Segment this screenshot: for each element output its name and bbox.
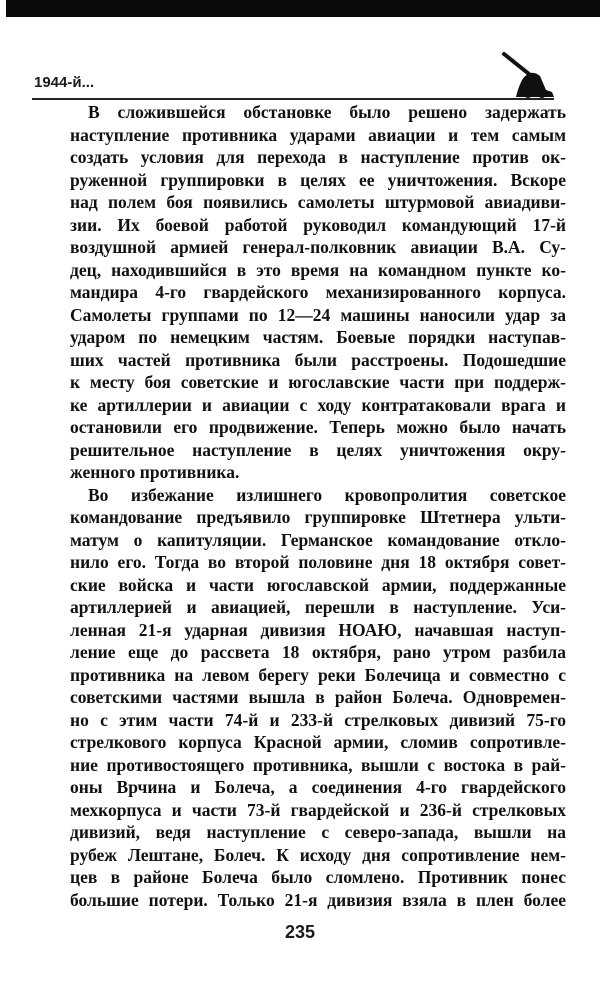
text-line: мандира 4-го гвардейского механизированного корпуса. [70,282,566,302]
text-line: ке артиллерии и авиации с ходу контратаковали врага и [70,394,566,415]
cannon-icon [500,50,560,100]
text-line: ление еще до рассвета 18 октября, рано утром разбила [70,642,566,662]
text-line: воздушной армией генерал-полковник авиации В.А. Су- [70,237,566,257]
text-line: создать условия для перехода в наступление против ок- [70,147,566,167]
text-line: стрелкового корпуса Красной армии, сломив сопротивле- [70,732,566,752]
page-number: 235 [284,922,316,942]
text-line: но с этим части 74-й и 233-й стрелковых дивизий 75-го [70,709,566,730]
text-line: артиллерией и авиацией, перешли в наступление. Уси- [70,597,566,617]
text-line: решительное наступление в целях уничтожения окру- [70,439,566,460]
text-line: ленная 21-я ударная дивизия НОАЮ, начавшая наступ- [70,619,566,640]
text-line: зии. Их боевой работой руководил командующий 17-й [70,214,566,235]
text-line: дец, находившийся в это время на командном пункте ко- [70,259,566,280]
running-title: 1944-й... [34,74,95,91]
text-line: ние противостоящего противника, вышли с востока в рай- [70,754,566,775]
text-line: нило его. Тогда во второй половине дня 18 октября совет- [70,552,566,572]
paragraph [70,101,566,484]
text-line: над полем боя появились самолеты штурмовой авиадиви- [70,192,566,212]
text-line: руженной группировки в целях ее уничтожения. Вскоре [70,169,566,190]
text-line: Во избежание излишнего кровопролития советское [88,484,566,505]
text-line: В сложившейся обстановке было решено задержать [88,102,566,122]
body-text [70,101,566,911]
text-line: ших частей противника были расстроены. Подошедшие [70,349,566,370]
text-line: большие потери. Только 21-я дивизия взяла в плен более [70,889,566,910]
paragraph [70,484,566,912]
text-line: к месту боя советские и югославские части при поддерж- [70,372,566,392]
scan-edge-bar [6,0,600,17]
text-line: женного противника. [70,462,240,482]
text-line: оны Врчина и Болеча, а соединения 4-го гвардейского [70,777,566,797]
text-line: дивизий, ведя наступление с северо-запада, вышли на [70,822,566,842]
text-line: советскими частями вышла в район Болеча. Одновремен- [70,687,566,707]
text-line: остановили его продвижение. Теперь можно было начать [70,417,566,437]
text-line: мехкорпуса и части 73-й гвардейской и 236-й стрелковых [70,799,566,820]
text-line: командование предъявило группировке Штетнера ульти- [70,507,566,527]
text-line: ударом по немецким частям. Боевые порядки наступав- [70,327,566,347]
text-line: Самолеты группами по 12—24 машины наносили удар за [70,304,566,325]
text-line: противника на левом берегу реки Болечица и совместно с [70,664,566,685]
header-rule [32,98,554,100]
text-line: наступление противника ударами авиации и тем самым [70,124,566,145]
text-line: рубеж Лештане, Болеч. К исходу дня сопротивление нем- [70,844,566,865]
text-line: цев в районе Болеча было сломлено. Противник понес [70,867,566,887]
text-line: ские войска и части югославской армии, поддержанные [70,574,566,595]
text-line: матум о капитуляции. Германское командование откло- [70,529,566,550]
